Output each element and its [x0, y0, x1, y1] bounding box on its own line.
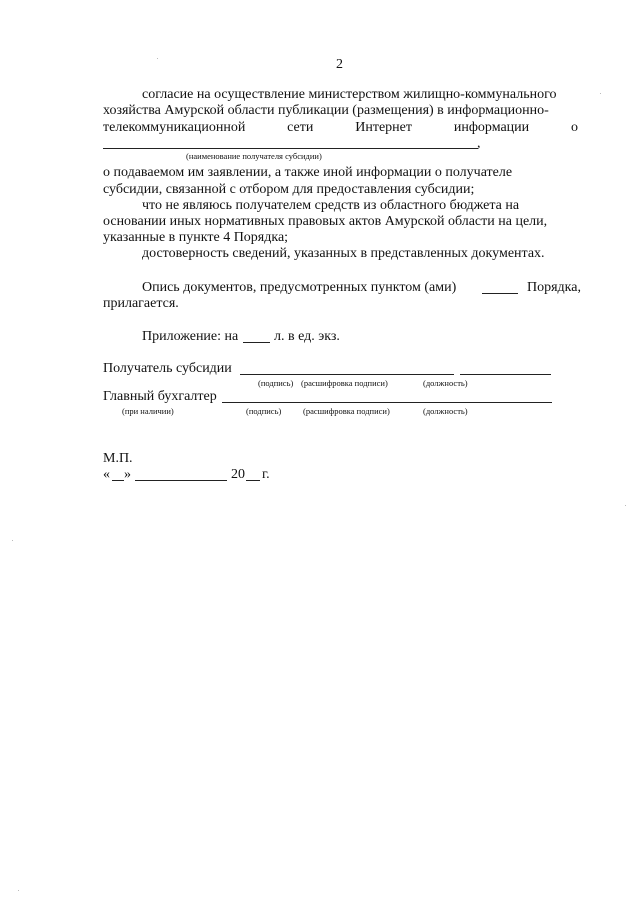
not-recipient-line-3: указанные в пункте 4 Порядка;: [103, 230, 289, 245]
date-month-blank: [135, 480, 227, 481]
scan-speck: [625, 505, 626, 506]
recipient-sign-blank: [240, 374, 454, 375]
not-recipient-line-1: что не являюсь получателем средств из областного бюджета на: [142, 198, 520, 213]
scan-speck: [600, 93, 601, 94]
recipient-caption-position: (должность): [423, 378, 468, 388]
consent-word: о: [571, 120, 578, 135]
recipient-name-caption: (наименование получателя субсидии): [186, 151, 322, 161]
not-recipient-line-2: основании иных нормативных правовых актов Амурской области на цели,: [103, 214, 548, 229]
inventory-line-1-start: Опись документов, предусмотренных пунктом (ами): [142, 280, 457, 295]
consent-line-1: согласие на осуществление министерством жилищно-коммунального: [142, 87, 557, 102]
consent-line-2: хозяйства Амурской области публикации (размещения) в информационно-: [103, 103, 549, 118]
page-number: 2: [336, 57, 343, 72]
consent-line-4: о подаваемом им заявлении, а также иной информации о получателе: [103, 165, 513, 180]
recipient-position-blank: [460, 374, 551, 375]
consent-word: телекоммуникационной: [103, 120, 246, 135]
appendix-end: л. в ед. экз.: [274, 329, 340, 344]
date-open-quote: «: [103, 467, 110, 482]
accountant-label: Главный бухгалтер: [103, 389, 217, 404]
date-close-quote: »: [124, 467, 131, 482]
accountant-caption-if-any: (при наличии): [122, 406, 174, 416]
inventory-points-blank: [482, 293, 518, 294]
accuracy-statement: достоверность сведений, указанных в представленных документах.: [142, 246, 545, 261]
appendix-pages-blank: [243, 342, 270, 343]
date-year-prefix: 20: [231, 467, 245, 482]
inventory-line-2: прилагается.: [103, 296, 179, 311]
consent-word: Интернет: [355, 120, 412, 135]
recipient-name-blank: [103, 148, 478, 149]
date-year-suffix: г.: [262, 467, 270, 482]
scan-speck: [18, 890, 19, 891]
accountant-sign-blank: [222, 402, 552, 403]
recipient-blank-comma: ,: [477, 136, 481, 151]
recipient-caption-sign: (подпись): [258, 378, 294, 388]
scan-speck: [157, 58, 158, 59]
consent-line-5: субсидии, связанной с отбором для предоставления субсидии;: [103, 182, 475, 197]
recipient-caption-decode: (расшифровка подписи): [301, 378, 388, 388]
accountant-caption-decode: (расшифровка подписи): [303, 406, 390, 416]
date-day-blank: [112, 480, 124, 481]
inventory-line-1-end: Порядка,: [527, 280, 581, 295]
consent-line-3: [103, 120, 578, 136]
stamp-place: М.П.: [103, 451, 133, 466]
appendix-start: Приложение: на: [142, 329, 239, 344]
consent-word: информации: [453, 120, 530, 135]
date-year-blank: [246, 480, 260, 481]
accountant-caption-sign: (подпись): [246, 406, 282, 416]
recipient-label: Получатель субсидии: [103, 361, 232, 376]
accountant-caption-position: (должность): [423, 406, 468, 416]
scan-speck: [12, 540, 13, 541]
consent-word: сети: [287, 120, 314, 135]
